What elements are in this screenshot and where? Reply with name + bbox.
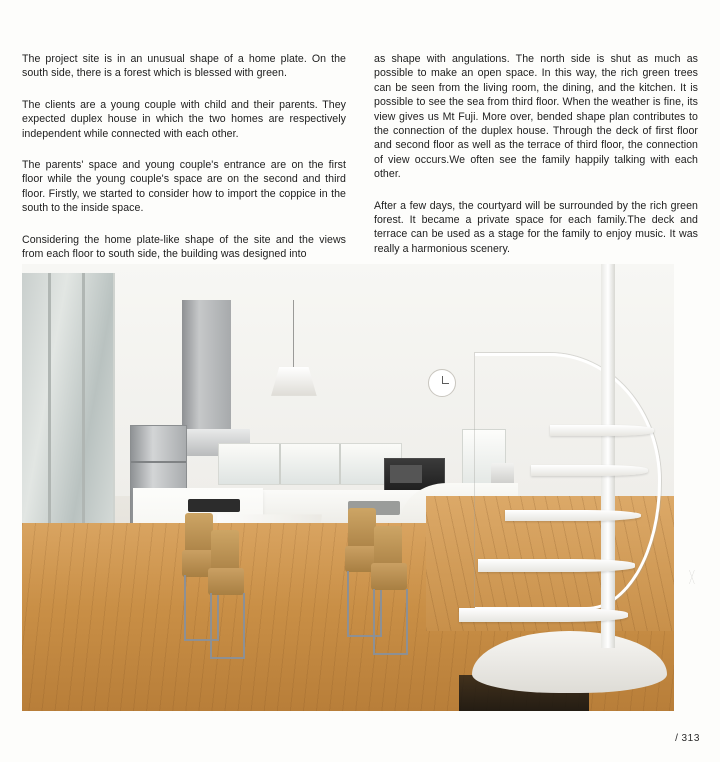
stair-tread bbox=[550, 425, 654, 436]
bar-stool bbox=[208, 568, 245, 657]
paragraph: as shape with angulations. The north side is shut as much as possible to make an open space. In this way, the rich green trees can be seen from the living room, the dining, and the kitchen. It is possible to see the sea from third floor. When the weather is fine, its view gives us Mt Fuji. More over, bended shape plan contributes to the connection of the duplex house. Through the deck of first floor and second floor as well as the terrace of third floor, the connection of view occurs.We often see the family happily talking with each other. bbox=[374, 53, 698, 181]
paragraph: The clients are a young couple with child and their parents. They expected duplex house in which the two homes are respectively independent while connected with each other. bbox=[22, 98, 346, 140]
cooktop bbox=[188, 499, 240, 512]
paragraph: The project site is in an unusual shape of a home plate. On the south side, there is a forest which is blessed with green. bbox=[22, 53, 346, 80]
folio-mark: / bbox=[675, 733, 679, 744]
wall-clock bbox=[428, 369, 456, 397]
spiral-stair-column bbox=[601, 264, 615, 648]
text-column-left bbox=[22, 52, 346, 261]
page-scuff-mark bbox=[680, 570, 706, 584]
stair-tread bbox=[478, 559, 634, 572]
stair-tread bbox=[459, 608, 629, 621]
photo-image bbox=[22, 264, 674, 711]
stair-tread bbox=[505, 510, 642, 522]
kitchen-window bbox=[218, 443, 403, 485]
stair-tread bbox=[531, 465, 648, 476]
page-number: 313 bbox=[681, 733, 700, 744]
paragraph: Considering the home plate-like shape of the site and the views from each floor to south side, the building was designed into bbox=[22, 233, 346, 261]
page-folio bbox=[675, 733, 700, 744]
text-column-right bbox=[374, 52, 698, 261]
range-hood-duct bbox=[182, 300, 231, 434]
pendant-lamp-cord bbox=[293, 300, 294, 372]
interior-photograph bbox=[22, 264, 674, 711]
paragraph: After a few days, the courtyard will be surrounded by the rich green forest. It became a private space for each family.The deck and terrace can be used as a stage for the family to enjoy music. It was really a harmonious scenery. bbox=[374, 199, 698, 255]
paragraph: The parents' space and young couple's entrance are on the first floor while the young couple's space are on the second and third floor. Firstly, we started to consider how to import the coppice in the south to the inside space. bbox=[22, 159, 346, 215]
article-body bbox=[22, 52, 698, 261]
bar-stool bbox=[371, 563, 408, 652]
